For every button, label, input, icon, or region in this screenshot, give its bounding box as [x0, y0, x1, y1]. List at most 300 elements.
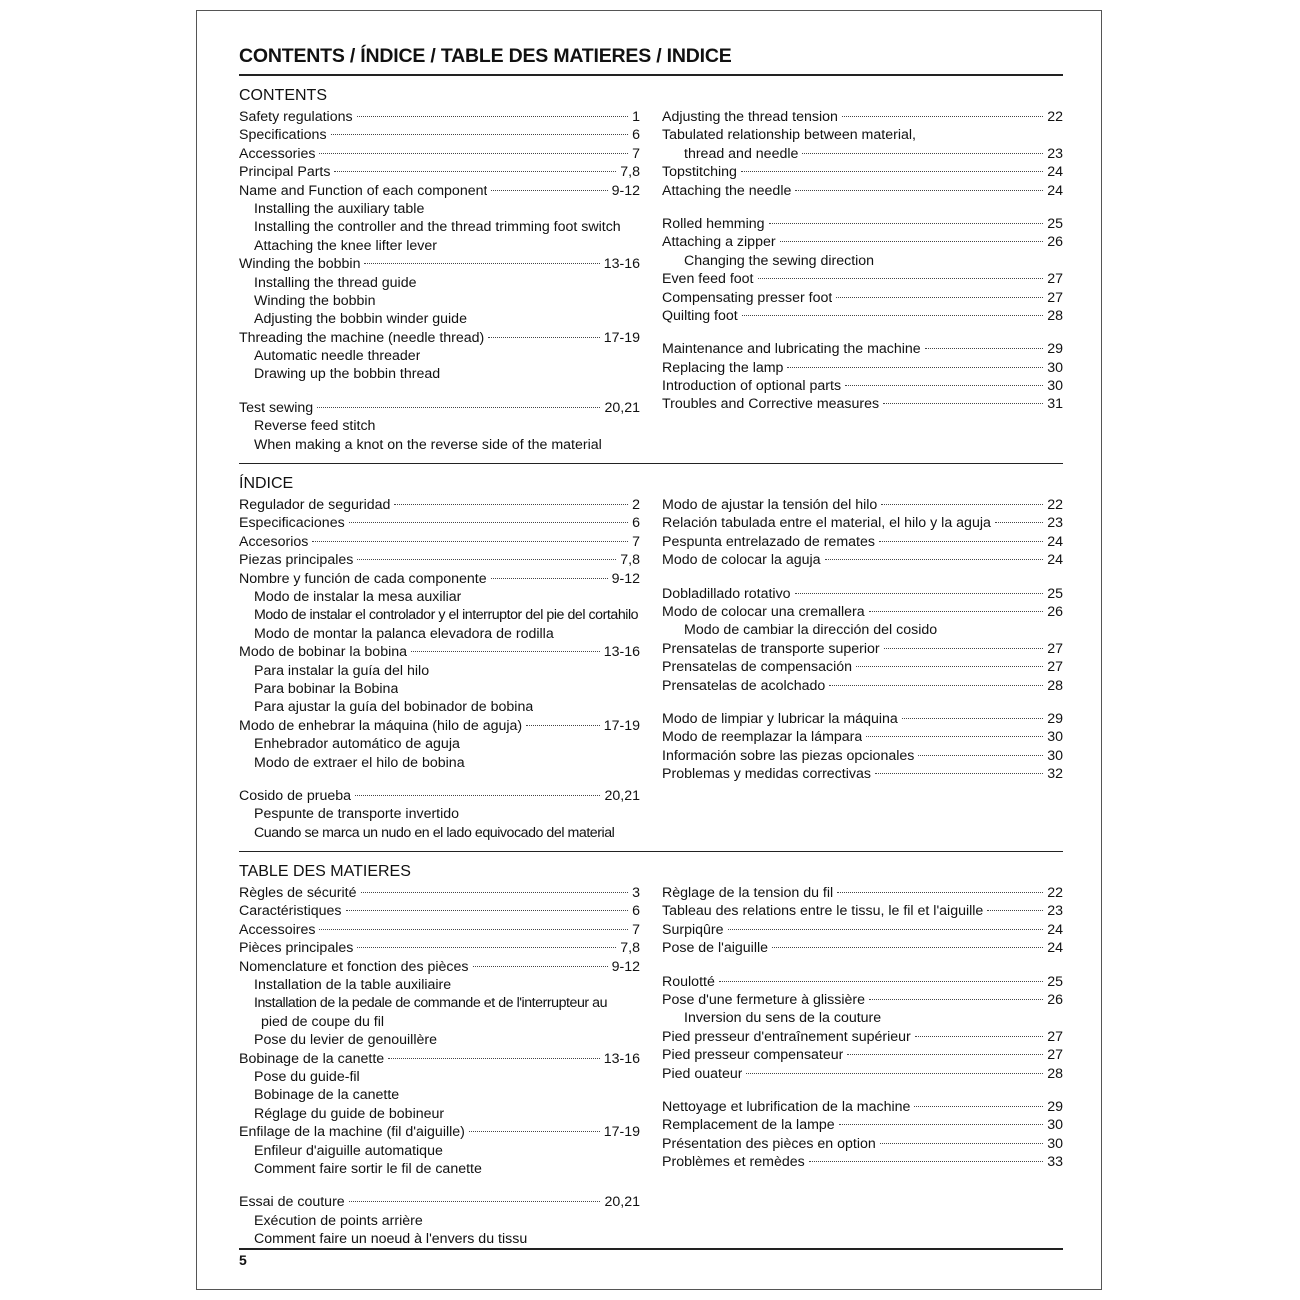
toc-entry-page: 24 — [1047, 921, 1063, 938]
toc-entry-title: Pose de l'aiguille — [662, 940, 769, 957]
toc-entry-title: Cuando se marca un nudo en el lado equivocado del material — [254, 824, 615, 841]
toc-entry — [662, 1065, 1063, 1083]
toc-entry-page: 25 — [1047, 585, 1063, 602]
toc-entry — [239, 735, 640, 753]
toc-entry-title: Información sobre las piezas opcionales — [662, 747, 915, 764]
toc-entry-title: Problèmes et remèdes — [662, 1154, 805, 1171]
toc-entry-page: 31 — [1047, 396, 1063, 413]
section-heading: TABLE DES MATIERES — [239, 863, 411, 881]
toc-entry — [239, 1013, 640, 1031]
dot-leader — [795, 593, 1044, 594]
dot-leader — [836, 297, 1043, 298]
toc-entry-page: 6 — [632, 515, 640, 532]
toc-entry — [239, 496, 640, 514]
toc-entry-page: 23 — [1047, 903, 1063, 920]
dot-leader — [845, 385, 1043, 386]
toc-entry-title: Modo de reemplazar la lámpara — [662, 729, 863, 746]
dot-leader — [473, 966, 608, 967]
dot-leader — [742, 315, 1044, 316]
toc-entry-title: Safety regulations — [239, 109, 353, 125]
table-des-matieres-section — [239, 862, 1063, 1248]
toc-entry — [662, 359, 1063, 377]
toc-entry-title: Dobladillado rotativo — [662, 585, 791, 602]
dot-leader — [866, 736, 1043, 737]
toc-entry — [662, 252, 1063, 270]
toc-entry-title: Prensatelas de acolchado — [662, 677, 826, 694]
toc-entry — [662, 747, 1063, 765]
dot-leader — [317, 407, 600, 408]
toc-entry-page: 2 — [632, 497, 640, 514]
toc-entry — [239, 958, 640, 976]
toc-entry-page: 7 — [632, 533, 640, 550]
toc-entry-page: 24 — [1047, 533, 1063, 550]
toc-entry — [239, 606, 640, 624]
dot-leader — [915, 1036, 1043, 1037]
toc-entry-title: Winding the bobbin — [254, 292, 376, 309]
toc-entry — [239, 680, 640, 698]
dot-leader — [925, 348, 1044, 349]
dot-leader — [319, 929, 628, 930]
toc-entry-title: thread and needle — [684, 145, 799, 162]
toc-entry — [239, 436, 640, 454]
toc-entry-title: Threading the machine (needle thread) — [239, 329, 485, 346]
toc-entry-title: Cosido de prueba — [239, 787, 352, 804]
toc-entry-title: Pespunta entrelazado de remates — [662, 533, 875, 550]
toc-entry-title: Modo de colocar la aguja — [662, 552, 821, 569]
toc-entry-title: Adjusting the thread tension — [662, 109, 838, 125]
toc-entry-page: 26 — [1047, 234, 1063, 251]
dot-leader — [355, 795, 600, 796]
toc-entry — [662, 621, 1063, 639]
toc-entry-title: Modo de ajustar la tensión del hilo — [662, 497, 878, 514]
dot-leader — [346, 910, 629, 911]
spacer — [239, 772, 640, 787]
spacer — [239, 1178, 640, 1193]
toc-entry — [662, 1116, 1063, 1134]
toc-entry — [662, 340, 1063, 358]
dot-leader — [361, 892, 629, 893]
toc-entry — [239, 717, 640, 735]
left-column — [239, 496, 640, 842]
toc-entry-page: 7,8 — [620, 940, 640, 957]
toc-entry-title: Rolled hemming — [662, 215, 765, 232]
indice-section — [239, 474, 1063, 852]
toc-entry-title: Attaching a zipper — [662, 234, 776, 251]
toc-entry — [662, 902, 1063, 920]
toc-entry-page: 7 — [632, 921, 640, 938]
toc-entry — [239, 921, 640, 939]
dot-leader — [787, 367, 1043, 368]
toc-entry-title: Installation de la table auxiliaire — [254, 977, 452, 994]
toc-entry-page: 30 — [1047, 747, 1063, 764]
right-column — [662, 884, 1063, 1248]
toc-entry — [662, 514, 1063, 532]
toc-entry — [662, 991, 1063, 1009]
toc-entry-page: 26 — [1047, 603, 1063, 620]
toc-entry — [239, 551, 640, 569]
spacer — [662, 570, 1063, 585]
dot-leader — [837, 892, 1043, 893]
spacer — [662, 958, 1063, 973]
toc-entry-title: Remplacement de la lampe — [662, 1117, 835, 1134]
toc-entry-title: pied de coupe du fil — [261, 1013, 385, 1030]
toc-entry-title: Replacing the lamp — [662, 359, 784, 376]
toc-entry-title: Piezas principales — [239, 552, 354, 569]
toc-entry-page: 24 — [1047, 182, 1063, 199]
toc-entry-page: 23 — [1047, 145, 1063, 162]
toc-entry-page: 27 — [1047, 271, 1063, 288]
toc-entry-page: 33 — [1047, 1154, 1063, 1171]
toc-entry — [662, 1153, 1063, 1171]
toc-entry-page: 6 — [632, 127, 640, 144]
dot-leader — [880, 1143, 1043, 1144]
toc-entry-page: 28 — [1047, 677, 1063, 694]
dot-leader — [839, 1124, 1044, 1125]
toc-entry-page: 24 — [1047, 552, 1063, 569]
toc-entry-page: 27 — [1047, 1028, 1063, 1045]
dot-leader — [918, 755, 1043, 756]
toc-entry — [239, 237, 640, 255]
dot-leader — [388, 1058, 600, 1059]
toc-entry — [662, 677, 1063, 695]
toc-entry-title: Présentation des pièces en option — [662, 1135, 876, 1152]
toc-entry-title: Test sewing — [239, 399, 314, 416]
toc-entry-title: Modo de colocar una cremallera — [662, 603, 865, 620]
toc-entry-page: 25 — [1047, 215, 1063, 232]
toc-entry-title: Para instalar la guía del hilo — [254, 662, 430, 679]
dot-leader — [987, 910, 1043, 911]
toc-entry-page: 13-16 — [603, 1050, 640, 1067]
toc-entry-page: 7,8 — [620, 552, 640, 569]
toc-entry — [239, 218, 640, 236]
document-page — [239, 44, 1063, 1248]
dot-leader — [795, 190, 1043, 191]
toc-entry-title: Name and Function of each component — [239, 182, 488, 199]
toc-entry-title: Bobinage de la canette — [254, 1087, 400, 1104]
dot-leader — [331, 134, 629, 135]
toc-entry-page: 30 — [1047, 1135, 1063, 1152]
toc-entry — [662, 182, 1063, 200]
dot-leader — [772, 947, 1043, 948]
toc-entry — [662, 1046, 1063, 1064]
toc-entry — [662, 533, 1063, 551]
toc-entry — [662, 145, 1063, 163]
dot-leader — [856, 666, 1043, 667]
toc-entry-title: Accesorios — [239, 533, 309, 550]
toc-entry-title: Bobinage de la canette — [239, 1050, 385, 1067]
dot-leader — [809, 1161, 1043, 1162]
toc-entry-title: Modo de extraer el hilo de bobina — [254, 754, 465, 771]
toc-entry — [239, 884, 640, 902]
dot-leader — [884, 648, 1044, 649]
dot-leader — [741, 171, 1043, 172]
dot-leader — [349, 522, 628, 523]
dot-leader — [526, 725, 600, 726]
toc-entry-title: Modo de montar la palanca elevadora de rodilla — [254, 625, 554, 642]
toc-entry-page: 22 — [1047, 497, 1063, 514]
toc-entry — [662, 307, 1063, 325]
toc-entry-title: Pose d'une fermeture à glissière — [662, 992, 866, 1009]
toc-entry-page: 22 — [1047, 885, 1063, 902]
dot-leader — [728, 929, 1044, 930]
toc-entry — [239, 1068, 640, 1086]
toc-entry-title: Surpiqûre — [662, 921, 724, 938]
toc-entry — [239, 698, 640, 716]
toc-entry — [239, 1142, 640, 1160]
toc-entry-page: 22 — [1047, 109, 1063, 125]
toc-entry-title: Accessories — [239, 145, 316, 162]
toc-entry — [239, 1193, 640, 1211]
toc-entry-title: Règles de sécurité — [239, 885, 357, 902]
toc-entry — [662, 395, 1063, 413]
toc-entry — [239, 182, 640, 200]
spacer — [662, 200, 1063, 215]
toc-entry-title: Prensatelas de compensación — [662, 659, 853, 676]
toc-entry-page: 30 — [1047, 1117, 1063, 1134]
dot-leader — [319, 153, 628, 154]
toc-entry-title: Accessoires — [239, 921, 316, 938]
toc-entry-title: Compensating presser foot — [662, 289, 833, 306]
toc-entry-title: Nomenclature et fonction des pièces — [239, 958, 469, 975]
toc-entry — [239, 347, 640, 365]
toc-entry-title: Règlage de la tension du fil — [662, 885, 834, 902]
contents-section — [239, 86, 1063, 464]
toc-entry-title: When making a knot on the reverse side of the material — [254, 436, 602, 453]
dot-leader — [879, 541, 1043, 542]
dot-leader — [357, 947, 616, 948]
toc-entry — [239, 570, 640, 588]
dot-leader — [869, 611, 1044, 612]
toc-entry-page: 20,21 — [604, 787, 640, 804]
toc-entry — [662, 496, 1063, 514]
toc-entry — [239, 365, 640, 383]
dot-leader — [394, 504, 628, 505]
toc-entry-title: Pespunte de transporte invertido — [254, 806, 460, 823]
toc-entry-title: Modo de bobinar la bobina — [239, 644, 408, 661]
toc-entry — [239, 417, 640, 435]
toc-entry-title: Enfileur d'aiguille automatique — [254, 1142, 443, 1159]
toc-entry-title: Modo de limpiar y lubricar la máquina — [662, 710, 898, 727]
toc-entry-page: 30 — [1047, 359, 1063, 376]
toc-entry-title: Pied presseur d'entraînement supérieur — [662, 1028, 911, 1045]
toc-entry — [239, 292, 640, 310]
toc-entry-title: Winding the bobbin — [239, 256, 361, 273]
toc-entry — [239, 1031, 640, 1049]
toc-entry-title: Principal Parts — [239, 164, 331, 181]
toc-entry — [239, 805, 640, 823]
toc-entry-title: Attaching the needle — [662, 182, 792, 199]
toc-entry-page: 7 — [632, 145, 640, 162]
toc-entry-page: 9-12 — [611, 570, 640, 587]
toc-entry-page: 27 — [1047, 1047, 1063, 1064]
toc-entry-title: Enfilage de la machine (fil d'aiguille) — [239, 1124, 465, 1141]
toc-entry-page: 20,21 — [604, 1194, 640, 1211]
toc-entry — [239, 976, 640, 994]
toc-entry — [662, 1135, 1063, 1153]
toc-entry-page: 29 — [1047, 710, 1063, 727]
toc-entry-title: Changing the sewing direction — [684, 252, 875, 269]
toc-entry — [662, 126, 1063, 144]
toc-entry-page: 1 — [632, 109, 640, 125]
toc-entry-title: Introduction of optional parts — [662, 378, 842, 395]
toc-entry — [662, 1009, 1063, 1027]
toc-entry — [239, 329, 640, 347]
dot-leader — [883, 403, 1043, 404]
toc-entry-title: Regulador de seguridad — [239, 497, 391, 514]
toc-entry-page: 30 — [1047, 729, 1063, 746]
toc-entry-page: 23 — [1047, 515, 1063, 532]
spacer — [239, 384, 640, 399]
toc-entry-title: Enhebrador automático de aguja — [254, 736, 460, 753]
dot-leader — [881, 504, 1043, 505]
toc-entry-title: Attaching the knee lifter lever — [254, 237, 437, 254]
toc-entry — [239, 902, 640, 920]
toc-entry-title: Modo de instalar el controlador y el interruptor del pie del cortahilo — [254, 607, 639, 624]
toc-entry — [662, 215, 1063, 233]
toc-entry — [662, 728, 1063, 746]
dot-leader — [357, 116, 629, 117]
dot-leader — [780, 241, 1044, 242]
toc-entry — [662, 585, 1063, 603]
toc-entry — [239, 662, 640, 680]
toc-entry-title: Pose du guide-fil — [254, 1068, 360, 1085]
dot-leader — [995, 522, 1043, 523]
title-rule — [239, 74, 1063, 76]
dot-leader — [357, 559, 616, 560]
toc-entry — [239, 824, 640, 842]
toc-entry — [239, 1123, 640, 1141]
toc-entry-page: 27 — [1047, 289, 1063, 306]
toc-entry — [662, 233, 1063, 251]
toc-entry-title: Essai de couture — [239, 1194, 345, 1211]
spacer — [662, 325, 1063, 340]
toc-entry-title: Exécution de points arrière — [254, 1212, 423, 1229]
toc-entry-page: 27 — [1047, 659, 1063, 676]
toc-entry — [239, 399, 640, 417]
toc-entry — [662, 939, 1063, 957]
dot-leader — [364, 263, 599, 264]
toc-entry — [239, 625, 640, 643]
toc-entry — [662, 884, 1063, 902]
toc-entry-title: Problemas y medidas correctivas — [662, 766, 871, 783]
toc-entry — [239, 108, 640, 126]
dot-leader — [349, 1201, 601, 1202]
spacer — [662, 1083, 1063, 1098]
toc-entry-page: 3 — [632, 885, 640, 902]
dot-leader — [914, 1106, 1043, 1107]
toc-entry-title: Modo de instalar la mesa auxiliar — [254, 588, 462, 605]
dot-leader — [825, 559, 1044, 560]
right-column — [662, 108, 1063, 454]
dot-leader — [334, 171, 616, 172]
toc-entry-title: Inversion du sens de la couture — [684, 1010, 882, 1027]
toc-entry — [239, 255, 640, 273]
left-column — [239, 108, 640, 454]
toc-entry — [662, 921, 1063, 939]
toc-entry-title: Installing the controller and the thread trimming foot switch — [254, 219, 621, 236]
toc-entry-page: 17-19 — [603, 717, 640, 734]
dot-leader — [719, 981, 1043, 982]
toc-entry-page: 26 — [1047, 992, 1063, 1009]
toc-entry — [239, 643, 640, 661]
dot-leader — [802, 153, 1043, 154]
toc-entry-title: Even feed foot — [662, 271, 754, 288]
toc-entry-title: Troubles and Corrective measures — [662, 396, 880, 413]
dot-leader — [842, 116, 1043, 117]
toc-entry-title: Comment faire un noeud à l'envers du tissu — [254, 1231, 528, 1248]
dot-leader — [491, 578, 608, 579]
toc-entry-page: 30 — [1047, 378, 1063, 395]
footer-rule — [239, 1248, 1063, 1250]
toc-entry-page: 29 — [1047, 1098, 1063, 1115]
toc-entry-title: Pied ouateur — [662, 1065, 743, 1082]
toc-entry — [239, 1105, 640, 1123]
left-column — [239, 884, 640, 1248]
toc-entry — [662, 765, 1063, 783]
toc-entry — [239, 163, 640, 181]
right-column — [662, 496, 1063, 842]
toc-entry-title: Installing the thread guide — [254, 274, 417, 291]
toc-entry-page: 9-12 — [611, 958, 640, 975]
page-number: 5 — [239, 1252, 247, 1268]
dot-leader — [902, 718, 1043, 719]
dot-leader — [875, 773, 1043, 774]
toc-entry-page: 20,21 — [604, 399, 640, 416]
toc-entry-title: Tabulated relationship between material, — [662, 127, 916, 144]
dot-leader — [411, 651, 600, 652]
dot-leader — [869, 999, 1043, 1000]
toc-entry — [239, 310, 640, 328]
toc-entry-title: Modo de cambiar la dirección del cosido — [684, 622, 938, 639]
toc-entry — [239, 994, 640, 1012]
toc-entry-page: 17-19 — [603, 1124, 640, 1141]
toc-entry — [662, 551, 1063, 569]
toc-entry-title: Roulotté — [662, 973, 715, 990]
section-divider — [239, 463, 1063, 464]
toc-entry-title: Drawing up the bobbin thread — [254, 366, 441, 383]
toc-entry — [662, 1098, 1063, 1116]
spacer — [662, 695, 1063, 710]
toc-entry-page: 17-19 — [603, 329, 640, 346]
toc-entry-page: 9-12 — [611, 182, 640, 199]
toc-entry-page: 32 — [1047, 766, 1063, 783]
toc-entry-title: Pose du levier de genouillère — [254, 1032, 437, 1049]
toc-entry — [662, 640, 1063, 658]
toc-entry-page: 25 — [1047, 973, 1063, 990]
toc-entry — [662, 270, 1063, 288]
toc-entry-title: Caractéristiques — [239, 903, 342, 920]
dot-leader — [847, 1054, 1043, 1055]
toc-entry-page: 28 — [1047, 1065, 1063, 1082]
toc-entry-title: Especificaciones — [239, 515, 345, 532]
toc-entry-title: Installation de la pedale de commande et de l'interrupteur au — [254, 995, 608, 1012]
toc-entry-title: Prensatelas de transporte superior — [662, 640, 880, 657]
toc-entry-title: Para bobinar la Bobina — [254, 680, 399, 697]
toc-entry — [662, 658, 1063, 676]
toc-entry — [239, 514, 640, 532]
toc-entry — [662, 108, 1063, 126]
toc-entry-title: Topstitching — [662, 164, 737, 181]
toc-entry-title: Quilting foot — [662, 307, 738, 324]
toc-entry-page: 6 — [632, 903, 640, 920]
toc-entry-title: Comment faire sortir le fil de canette — [254, 1160, 482, 1177]
dot-leader — [746, 1073, 1043, 1074]
section-heading: ÍNDICE — [239, 475, 294, 493]
toc-entry — [239, 533, 640, 551]
toc-entry-page: 24 — [1047, 940, 1063, 957]
toc-entry-page: 28 — [1047, 307, 1063, 324]
toc-entry — [662, 603, 1063, 621]
